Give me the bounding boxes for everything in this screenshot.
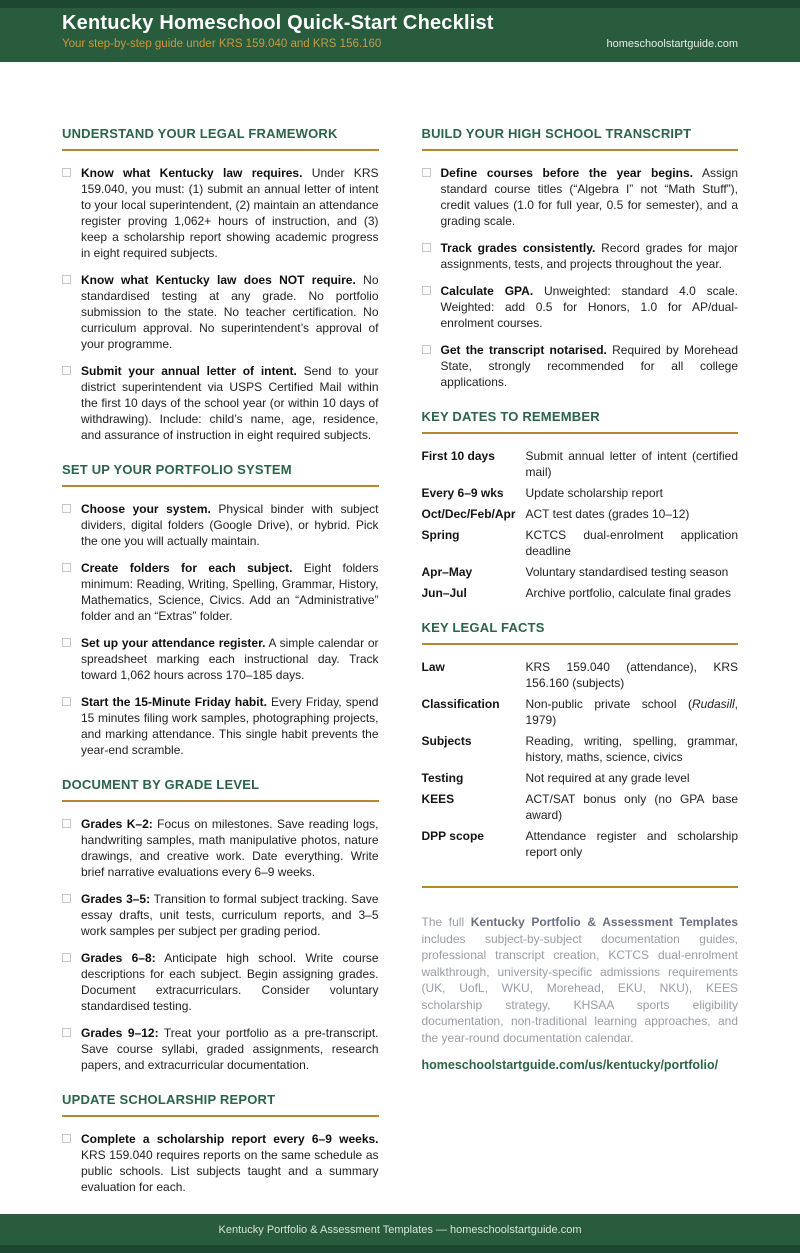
item-body: No standardised testing at any grade. No portfolio submission to the state. No teacher certification. No curriculum approval. No superintendent’s approval of your programme. xyxy=(81,273,379,351)
row-value: Archive portfolio, calculate final grades xyxy=(525,586,731,600)
item-title: Choose your system. xyxy=(81,502,211,516)
table-row xyxy=(422,527,739,559)
item-text xyxy=(441,240,739,272)
row-value-post: , 1979) xyxy=(525,697,738,727)
table-row xyxy=(422,791,739,823)
section-heading: SET UP YOUR PORTFOLIO SYSTEM xyxy=(62,462,292,477)
item-body: Send to your district superintendent via USPS Certified Mail within the first 10 days of the school year (or within 10 days of withdrawing). Include: child’s name, age, residence, and assurance of instruction in eight required subjects. xyxy=(81,364,379,442)
promo-product-name: Kentucky Portfolio & Assessment Templates xyxy=(470,915,738,929)
item-body: Required by Morehead State, strongly recommended for all college applications. xyxy=(440,343,738,389)
checklist-item xyxy=(62,272,379,352)
row-label: Oct/Dec/Feb/Apr xyxy=(421,507,516,521)
checkbox-icon[interactable] xyxy=(62,275,71,284)
checkbox-icon[interactable] xyxy=(422,345,431,354)
checklist-item xyxy=(62,1025,379,1073)
row-value: ACT/SAT bonus only (no GPA base award) xyxy=(525,792,738,822)
gold-rule xyxy=(62,485,379,487)
table-row xyxy=(422,506,739,522)
promo-post: includes subject-by-subject documentation guides, professional transcript creation, KCTCS dual-enrolment walkthrough, university-specific admissions requirements (UK, UofL, WKU, Morehead, EKU, NKU), KEES scholarship strategy, KHSAA sports eligibility documentation, non-traditional learning approaches, and the year-round documentation calendar. xyxy=(421,931,738,1045)
row-value: Update scholarship report xyxy=(525,486,663,500)
item-text xyxy=(81,272,379,352)
item-title: Define courses before the year begins. xyxy=(440,166,693,180)
item-title: Calculate GPA. xyxy=(440,284,534,298)
checkbox-icon[interactable] xyxy=(62,563,71,572)
checklist-item xyxy=(422,283,739,331)
section-heading: UNDERSTAND YOUR LEGAL FRAMEWORK xyxy=(62,126,338,141)
item-body: Anticipate high school. Write course descriptions for each subject. Begin assigning grades. Document extracurriculars. Consider voluntary standardised testing. xyxy=(81,951,379,1013)
item-text xyxy=(441,165,739,229)
checkbox-icon[interactable] xyxy=(62,504,71,513)
item-text xyxy=(81,1025,379,1073)
checkbox-icon[interactable] xyxy=(62,819,71,828)
checklist-item xyxy=(62,560,379,624)
item-text xyxy=(441,342,739,390)
item-title: Grades K–2: xyxy=(81,817,153,831)
item-title: Submit your annual letter of intent. xyxy=(81,364,297,378)
item-text xyxy=(81,1131,379,1195)
item-title: Complete a scholarship report every 6–9 weeks. xyxy=(81,1132,379,1146)
portfolio-link[interactable]: homeschoolstartguide.com/us/kentucky/portfolio/ xyxy=(421,1058,719,1072)
section-portfolio-system xyxy=(62,462,379,758)
row-value: Not required at any grade level xyxy=(525,771,690,785)
checklist-item xyxy=(62,891,379,939)
item-text xyxy=(81,694,379,758)
checklist-item xyxy=(422,240,739,272)
checklist-item xyxy=(62,501,379,549)
item-title: Grades 3–5: xyxy=(81,892,151,906)
row-value-italic: Rudasill xyxy=(691,697,735,711)
item-title: Know what Kentucky law does NOT require. xyxy=(81,273,356,287)
row-label: Law xyxy=(421,660,445,674)
row-value-pre: Non-public private school ( xyxy=(525,697,692,711)
row-value: Submit annual letter of intent (certified mail) xyxy=(525,449,738,479)
table-row xyxy=(422,659,739,691)
row-label: KEES xyxy=(421,792,455,806)
checkbox-icon[interactable] xyxy=(62,1134,71,1143)
checkbox-icon[interactable] xyxy=(62,953,71,962)
item-text xyxy=(81,363,379,443)
table-row xyxy=(422,448,739,480)
section-heading: KEY DATES TO REMEMBER xyxy=(421,409,600,424)
item-body: Unweighted: standard 4.0 scale. Weighted: add 0.5 for Honors, 1.0 for AP/dual-enrolment courses. xyxy=(440,284,738,330)
row-value: Voluntary standardised testing season xyxy=(525,565,729,579)
checkbox-icon[interactable] xyxy=(62,1028,71,1037)
row-label: Every 6–9 wks xyxy=(421,486,504,500)
item-title: Create folders for each subject. xyxy=(81,561,293,575)
item-text xyxy=(81,560,379,624)
item-title: Know what Kentucky law requires. xyxy=(81,166,303,180)
right-column xyxy=(422,126,739,1214)
left-column xyxy=(62,126,379,1214)
item-title: Grades 6–8: xyxy=(81,951,156,965)
table-row xyxy=(422,485,739,501)
page-header xyxy=(0,0,800,62)
section-heading: BUILD YOUR HIGH SCHOOL TRANSCRIPT xyxy=(421,126,692,141)
header-top-strip xyxy=(0,0,800,8)
row-label: Spring xyxy=(421,528,460,542)
footer-text: Kentucky Portfolio & Assessment Templates — homeschoolstartguide.com xyxy=(218,1223,582,1236)
item-body: Transition to formal subject tracking. Save essay drafts, unit tests, curriculum reports, and 3–5 work samples per subject per grading period. xyxy=(81,892,379,938)
item-title: Get the transcript notarised. xyxy=(440,343,607,357)
promo-pre: The full xyxy=(421,915,471,929)
checklist-item xyxy=(422,342,739,390)
item-body: Assign standard course titles (“Algebra I” not “Math Stuff”), credit values (1.0 for full year, 0.5 for semester), and a grading scale. xyxy=(440,166,738,228)
checklist-item xyxy=(62,1131,379,1195)
row-label: Apr–May xyxy=(421,565,473,579)
item-title: Start the 15-Minute Friday habit. xyxy=(81,695,267,709)
item-text xyxy=(81,891,379,939)
item-title: Set up your attendance register. xyxy=(81,636,266,650)
item-body: Focus on milestones. Save reading logs, handwriting samples, math manipulative photos, nature drawings, and creative work. Date everything. Write brief narrative evaluations every 6–9 weeks. xyxy=(81,817,379,879)
checklist-item xyxy=(62,363,379,443)
table-row xyxy=(422,733,739,765)
item-body: A simple calendar or spreadsheet marking each instructional day. Track toward 1,062 hours across 170–185 days. xyxy=(81,636,379,682)
gold-rule xyxy=(62,149,379,151)
footer-bottom-strip xyxy=(0,1245,800,1253)
item-body: KRS 159.040 requires reports on the same schedule as public schools. List subjects taught and a summary evaluation for each. xyxy=(81,1148,379,1194)
row-label: DPP scope xyxy=(421,829,484,843)
item-body: Eight folders minimum: Reading, Writing, Spelling, Grammar, History, Mathematics, Science, Civics. Add an “Administrative” folder and an “Extras” folder. xyxy=(81,561,379,623)
item-text xyxy=(81,635,379,683)
row-value: Attendance register and scholarship report only xyxy=(525,829,738,859)
gold-rule xyxy=(422,643,739,645)
item-text xyxy=(81,950,379,1014)
row-value: ACT test dates (grades 10–12) xyxy=(525,507,690,521)
checkbox-icon[interactable] xyxy=(62,638,71,647)
item-body: Under KRS 159.040, you must: (1) submit an annual letter of intent to your local superintendent, (2) maintain an attendance register proving 1,062+ hours of instruction, and (3) keep a scholarship report showing academic progress in eight required subjects. xyxy=(81,166,379,260)
page-footer xyxy=(0,1214,800,1253)
row-value: KCTCS dual-enrolment application deadline xyxy=(525,528,738,558)
item-body: Treat your portfolio as a pre-transcript. Save course syllabi, graded assignments, research papers, and extracurricular documentation. xyxy=(81,1026,379,1072)
checkbox-icon[interactable] xyxy=(62,366,71,375)
item-body: Every Friday, spend 15 minutes filing work samples, photographing projects, and marking attendance. This single habit prevents the year-end scramble. xyxy=(81,695,379,757)
item-body: Physical binder with subject dividers, digital folders (Google Drive), or hybrid. Pick the one you will actually maintain. xyxy=(81,502,379,548)
section-heading: KEY LEGAL FACTS xyxy=(421,620,545,635)
item-text xyxy=(81,501,379,549)
section-key-legal xyxy=(422,620,739,860)
row-value: Reading, writing, spelling, grammar, history, maths, science, civics xyxy=(525,734,738,764)
item-text xyxy=(81,165,379,261)
section-transcript xyxy=(422,126,739,390)
item-text xyxy=(441,283,739,331)
section-grade-level xyxy=(62,777,379,1073)
promo-paragraph xyxy=(422,914,739,1046)
content-area xyxy=(0,62,800,1214)
checklist-item xyxy=(62,694,379,758)
gold-rule xyxy=(422,149,739,151)
checkbox-icon[interactable] xyxy=(422,286,431,295)
checklist-item xyxy=(422,165,739,229)
gold-rule xyxy=(62,800,379,802)
item-title: Grades 9–12: xyxy=(81,1026,159,1040)
checklist-item xyxy=(62,816,379,880)
item-text xyxy=(81,816,379,880)
row-label: Subjects xyxy=(421,734,472,748)
item-body: Record grades for major assignments, tests, and projects throughout the year. xyxy=(440,241,739,271)
section-scholarship-report xyxy=(62,1092,379,1195)
table-row xyxy=(422,585,739,601)
checkbox-icon[interactable] xyxy=(62,168,71,177)
gold-rule xyxy=(62,1115,379,1117)
table-row xyxy=(422,770,739,786)
section-key-dates xyxy=(422,409,739,601)
footer-bar xyxy=(0,1214,800,1245)
page-subtitle: Your step-by-step guide under KRS 159.040 and KRS 156.160 xyxy=(62,38,382,50)
row-label: Jun–Jul xyxy=(421,586,467,600)
checkbox-icon[interactable] xyxy=(422,243,431,252)
promo-divider-rule xyxy=(422,886,739,888)
gold-rule xyxy=(422,432,739,434)
row-label: Testing xyxy=(421,771,464,785)
checkbox-icon[interactable] xyxy=(422,168,431,177)
row-value xyxy=(526,696,739,728)
row-value: KRS 159.040 (attendance), KRS 156.160 (subjects) xyxy=(525,660,738,690)
checklist-item xyxy=(62,165,379,261)
section-heading: UPDATE SCHOLARSHIP REPORT xyxy=(62,1092,276,1107)
table-row xyxy=(422,828,739,860)
table-row xyxy=(422,564,739,580)
section-heading: DOCUMENT BY GRADE LEVEL xyxy=(62,777,260,792)
checkbox-icon[interactable] xyxy=(62,697,71,706)
row-label: Classification xyxy=(421,697,500,711)
page-title: Kentucky Homeschool Quick-Start Checklist xyxy=(62,12,494,34)
row-label: First 10 days xyxy=(421,449,495,463)
table-row xyxy=(422,696,739,728)
header-site-url: homeschoolstartguide.com xyxy=(606,38,738,50)
checklist-item xyxy=(62,950,379,1014)
section-legal-framework xyxy=(62,126,379,443)
item-title: Track grades consistently. xyxy=(440,241,596,255)
checkbox-icon[interactable] xyxy=(62,894,71,903)
checklist-item xyxy=(62,635,379,683)
